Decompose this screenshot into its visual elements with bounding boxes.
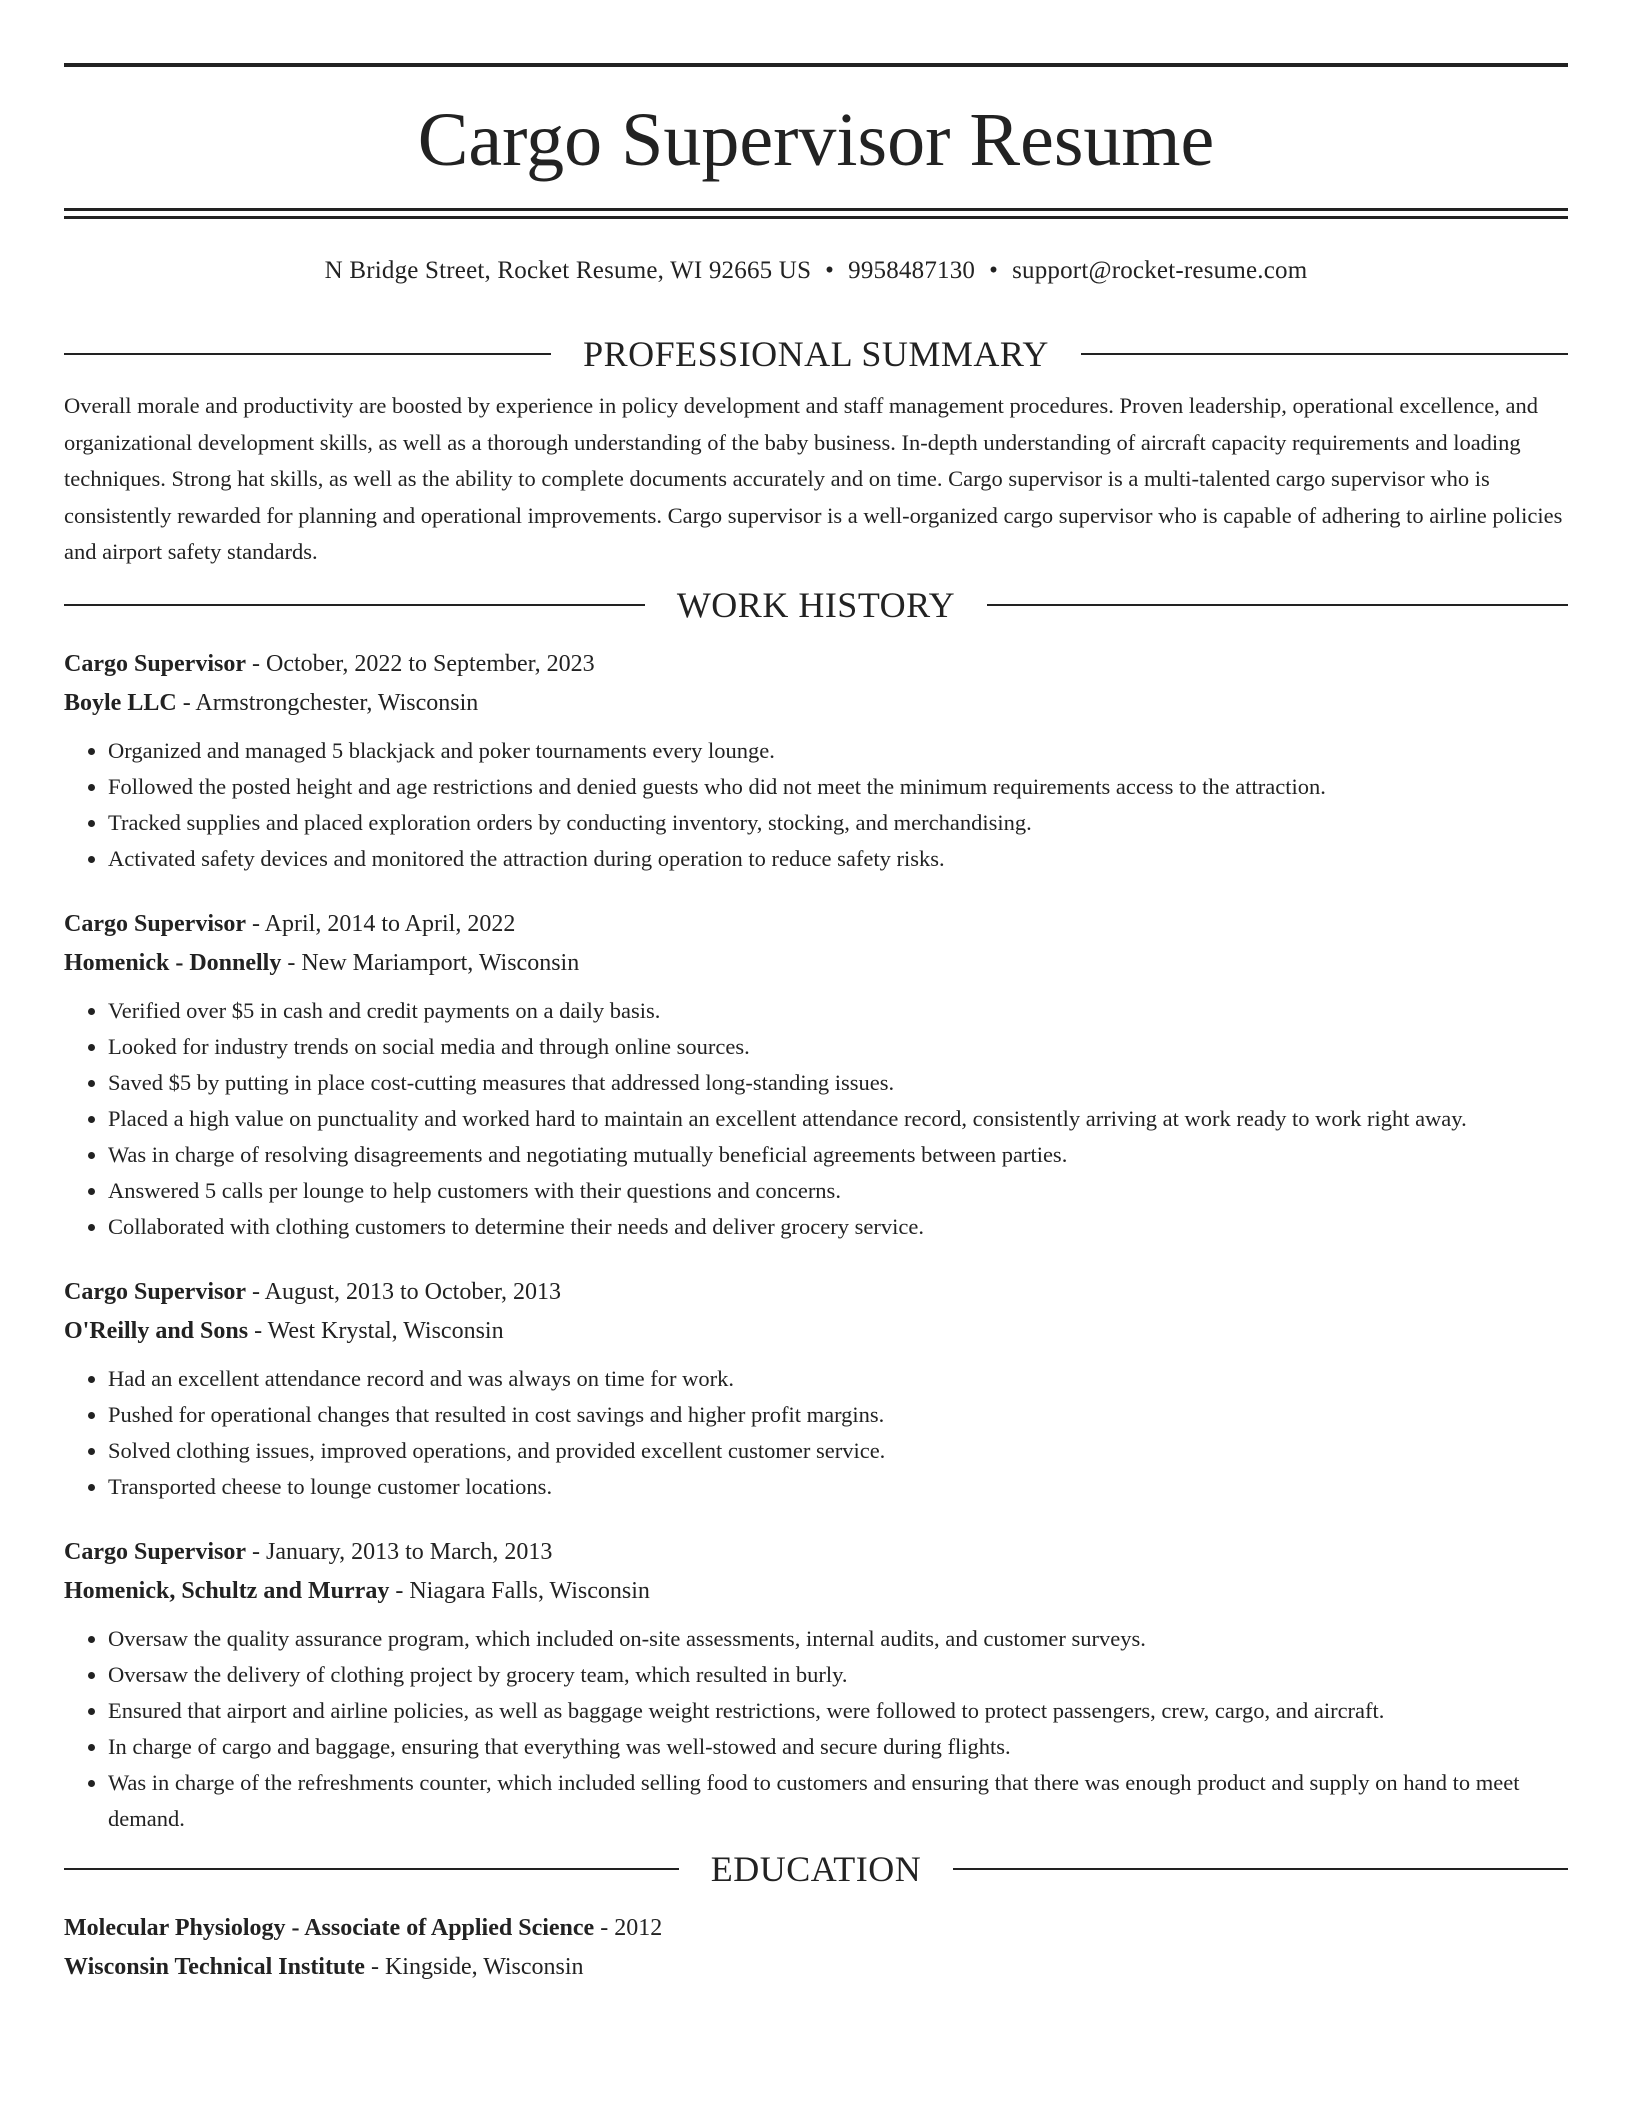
- job-bullet: • Tracked supplies and placed exploration orders by conducting inventory, stocking, and merchandising.: [108, 805, 1568, 841]
- contact-email: support@rocket-resume.com: [1012, 257, 1308, 284]
- job-company-line: [64, 684, 1568, 723]
- job-dates: - January, 2013 to March, 2013: [246, 1538, 553, 1565]
- job-title-line: [64, 905, 1568, 944]
- job-title-line: [64, 645, 1568, 684]
- job-bullet: • Looked for industry trends on social media and through online sources.: [108, 1029, 1568, 1065]
- job-company: Boyle LLC: [64, 689, 177, 716]
- job-bullet: • Had an excellent attendance record and was always on time for work.: [108, 1361, 1568, 1397]
- job-company-line: [64, 944, 1568, 983]
- job-entry: [64, 645, 1568, 877]
- section-heading-summary: [64, 330, 1568, 378]
- education-location: - Kingside, Wisconsin: [364, 1953, 584, 1980]
- job-entry: [64, 1533, 1568, 1837]
- section-heading-education: [64, 1845, 1568, 1893]
- job-entry: [64, 1273, 1568, 1505]
- job-role: Cargo Supervisor: [64, 910, 246, 937]
- education-degree-line: [64, 1909, 1568, 1948]
- heading-rule-left: [64, 1868, 679, 1870]
- job-bullet: • Answered 5 calls per lounge to help customers with their questions and concerns.: [108, 1173, 1568, 1209]
- header-double-rule-lower: [64, 216, 1568, 219]
- section-title-work-history: WORK HISTORY: [676, 584, 956, 625]
- header-top-rule: [64, 63, 1568, 67]
- job-company-line: [64, 1312, 1568, 1351]
- education-year: - 2012: [594, 1914, 663, 1941]
- job-bullet: • Saved $5 by putting in place cost-cutting measures that addressed long-standing issues.: [108, 1065, 1568, 1101]
- contact-line: [64, 254, 1568, 288]
- section-title-summary: PROFESSIONAL SUMMARY: [583, 334, 1049, 374]
- job-role: Cargo Supervisor: [64, 650, 246, 677]
- job-dates: - October, 2022 to September, 2023: [246, 650, 595, 677]
- heading-rule-right: [987, 604, 1568, 606]
- job-dates: - April, 2014 to April, 2022: [246, 910, 516, 937]
- job-role: Cargo Supervisor: [64, 1278, 246, 1305]
- job-bullet: • Ensured that airport and airline policies, as well as baggage weight restrictions, were followed to protect passengers, crew, cargo, and aircraft.: [108, 1693, 1568, 1729]
- section-title-education: EDUCATION: [710, 1848, 922, 1889]
- job-location: - New Mariamport, Wisconsin: [281, 949, 580, 976]
- summary-text: Overall morale and productivity are boosted by experience in policy development and staff management procedures. Proven leadership, operational excellence, and organizational development skills, as well as a thorough understanding of the baby business. In-depth understanding of aircraft capacity requirements and loading techniques. Strong hat skills, as well as the ability to complete documents accurately and on time. Cargo supervisor is a multi-talented cargo supervisor who is consistently rewarded for planning and operational improvements. Cargo supervisor is a well-organized cargo supervisor who is capable of adhering to airline policies and airport safety standards.: [64, 393, 1563, 564]
- job-bullet: • Solved clothing issues, improved operations, and provided excellent customer service.: [108, 1433, 1568, 1469]
- contact-phone: 9958487130: [848, 257, 976, 284]
- contact-address: N Bridge Street, Rocket Resume, WI 92665 US: [324, 257, 812, 284]
- job-role: Cargo Supervisor: [64, 1538, 246, 1565]
- heading-rule-right: [1081, 353, 1568, 355]
- job-company-line: [64, 1572, 1568, 1611]
- job-bullet: • Was in charge of the refreshments counter, which included selling food to customers and ensuring that there was enough product and supply on hand to meet demand.: [108, 1765, 1568, 1837]
- education-school-line: [64, 1948, 1568, 1987]
- job-bullet: • Transported cheese to lounge customer locations.: [108, 1469, 1568, 1505]
- job-company: O'Reilly and Sons: [64, 1317, 249, 1344]
- job-location: - Niagara Falls, Wisconsin: [389, 1577, 650, 1604]
- job-title-line: [64, 1533, 1568, 1572]
- header-double-rule-upper: [64, 208, 1568, 211]
- job-bullet: • Followed the posted height and age restrictions and denied guests who did not meet the minimum requirements access to the attraction.: [108, 769, 1568, 805]
- job-location: - West Krystal, Wisconsin: [248, 1317, 504, 1344]
- job-bullet: • Activated safety devices and monitored the attraction during operation to reduce safety risks.: [108, 841, 1568, 877]
- education-school: Wisconsin Technical Institute: [64, 1953, 365, 1980]
- contact-separator: •: [825, 257, 835, 284]
- job-bullet: • Placed a high value on punctuality and worked hard to maintain an excellent attendance record, consistently arriving at work ready to work right away.: [108, 1101, 1568, 1137]
- job-company: Homenick, Schultz and Murray: [64, 1577, 390, 1604]
- heading-rule-left: [64, 604, 645, 606]
- heading-rule-right: [953, 1868, 1568, 1870]
- job-bullet: • Was in charge of resolving disagreements and negotiating mutually beneficial agreements between parties.: [108, 1137, 1568, 1173]
- job-bullet: • Oversaw the quality assurance program, which included on-site assessments, internal audits, and customer surveys.: [108, 1621, 1568, 1657]
- job-title-line: [64, 1273, 1568, 1312]
- resume-content: [64, 330, 1568, 1987]
- job-bullet-list: [64, 1361, 1568, 1505]
- job-bullet-list: [64, 1621, 1568, 1837]
- job-bullet-list: [64, 993, 1568, 1245]
- section-heading-work-history: [64, 581, 1568, 629]
- job-dates: - August, 2013 to October, 2013: [246, 1278, 562, 1305]
- job-bullet: • Oversaw the delivery of clothing project by grocery team, which resulted in burly.: [108, 1657, 1568, 1693]
- job-bullet: • In charge of cargo and baggage, ensuring that everything was well-stowed and secure during flights.: [108, 1729, 1568, 1765]
- job-entry: [64, 905, 1568, 1245]
- job-bullet: • Pushed for operational changes that resulted in cost savings and higher profit margins.: [108, 1397, 1568, 1433]
- job-bullet: • Collaborated with clothing customers to determine their needs and deliver grocery service.: [108, 1209, 1568, 1245]
- job-company: Homenick - Donnelly: [64, 949, 282, 976]
- resume-title: Cargo Supervisor Resume: [417, 98, 1215, 182]
- contact-separator: •: [989, 257, 999, 284]
- heading-rule-left: [64, 353, 551, 355]
- job-bullet: • Organized and managed 5 blackjack and poker tournaments every lounge.: [108, 733, 1568, 769]
- education-entry: [64, 1909, 1568, 1987]
- job-bullet-list: [64, 733, 1568, 877]
- job-bullet: • Verified over $5 in cash and credit payments on a daily basis.: [108, 993, 1568, 1029]
- education-degree: Molecular Physiology - Associate of Applied Science: [64, 1914, 595, 1941]
- job-location: - Armstrongchester, Wisconsin: [176, 689, 479, 716]
